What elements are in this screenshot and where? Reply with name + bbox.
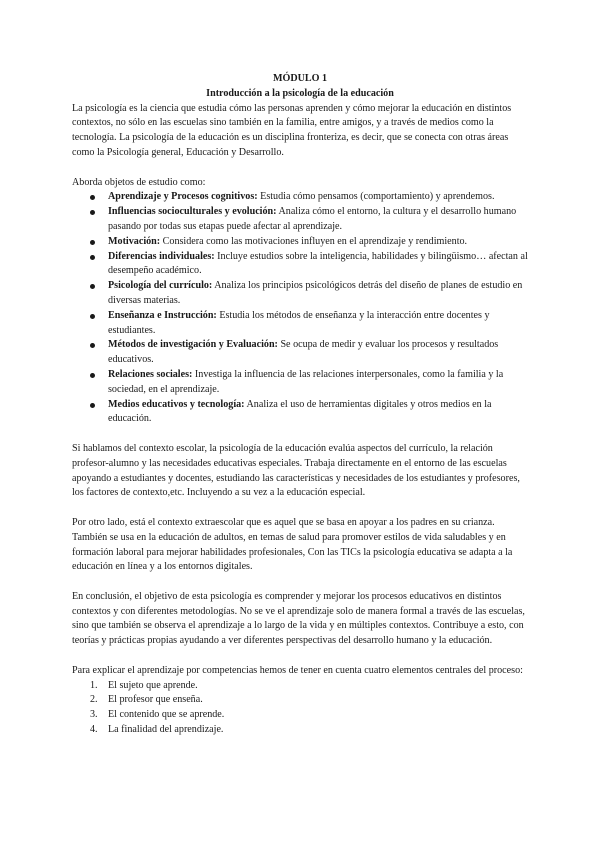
list-item — [72, 309, 528, 339]
bullet-icon — [90, 314, 95, 319]
list-item — [72, 235, 528, 250]
term-desc: Estudia cómo pensamos (comportamiento) y aprendemos. — [257, 191, 495, 203]
list-item — [72, 398, 528, 428]
list-item — [72, 368, 528, 398]
extraschool-context-paragraph: Por otro lado, está el contexto extraescolar que es aquel que se basa en apoyar a los padres en su crianza. También se usa en la educación de adultos, en temas de salud para promover estilos de vida saludables y en formación laboral para mejorar habilidades profesionales, Con las TICs la psicología educativa se adapta a la educación en línea y a los entornos digitales. — [72, 516, 513, 573]
list-item — [72, 708, 528, 723]
term: Psicología del currículo: — [108, 280, 213, 292]
term: Aprendizaje y Procesos cognitivos: — [108, 191, 258, 203]
item-text: La finalidad del aprendizaje. — [108, 724, 224, 736]
competencies-paragraph: Para explicar el aprendizaje por competencias hemos de tener en cuenta cuatro elementos centrales del proceso: — [72, 664, 523, 676]
bullet-icon — [90, 403, 95, 408]
term: Medios educativos y tecnología: — [108, 398, 245, 410]
list-item — [72, 250, 528, 280]
school-context-paragraph: Si hablamos del contexto escolar, la psicología de la educación evalúa aspectos del currículo, la relación profesor-alumno y las necesidades educativas especiales. Trabaja directamente en el entorno de las escuelas apoyando a estudiantes y docentes, estudiando las características y necesidades de los estudiantes y profesores, los factores de contexto,etc. Incluyendo a su vez a la educación especial. — [72, 442, 520, 499]
term: Enseñanza e Instrucción: — [108, 309, 217, 321]
item-number: 4. — [90, 724, 98, 736]
term-desc: Considera como las motivaciones influyen en el aprendizaje y rendimiento. — [160, 235, 468, 247]
term-desc: Investiga la influencia de las relaciones interpersonales, como la familia y la sociedad, en el aprendizaje. — [108, 368, 504, 395]
item-number: 2. — [90, 694, 98, 706]
term-desc: Analiza el uso de herramientas digitales y otros medios en la educación. — [108, 398, 492, 425]
objects-intro: Aborda objetos de estudio como: — [72, 176, 206, 188]
elements-list — [72, 679, 528, 738]
term: Motivación: — [108, 235, 161, 247]
bullet-icon — [90, 240, 95, 245]
conclusion-paragraph: En conclusión, el objetivo de esta psicología es comprender y mejorar los procesos educativos en distintos contextos y con diferentes metodologías. No se ve el aprendizaje solo de manera formal a través de las escuelas, sino que también se observa el aprendizaje a lo largo de la vida y en múltiples contextos. Contribuye a esto, con teorías y prácticas propias ayudando a ver diferentes perspectivas del desarrollo humano y la educación. — [72, 590, 525, 647]
term-desc: Analiza los principios psicológicos detrás del diseño de planes de estudio en diversas materias. — [108, 280, 523, 306]
term-desc: Estudia los métodos de enseñanza y la interacción entre docentes y estudiantes. — [108, 309, 490, 336]
module-title: MÓDULO 1 — [272, 73, 328, 84]
term: Métodos de investigación y Evaluación: — [108, 339, 278, 351]
module-subtitle: Introducción a la psicología de la educación — [206, 87, 394, 99]
bullet-icon — [90, 343, 95, 348]
term-desc: Analiza cómo el entorno, la cultura y el desarrollo humano pasando por todas sus etapas puede afectar al aprendizaje. — [108, 206, 517, 232]
bullet-icon — [90, 284, 95, 289]
objects-list — [72, 190, 528, 427]
term: Relaciones sociales: — [108, 368, 193, 380]
intro-paragraph: La psicología es la ciencia que estudia cómo las personas aprenden y cómo mejorar la educación en distintos contextos, no sólo en las escuelas sino también en la familia, entre amigos, y a través de medios como la tecnología. La psicología de la educación es un disciplina fronteriza, es decir, que se conecta con otras áreas como la Psicología general, Educación y Desarrollo. — [72, 102, 512, 158]
item-text: El contenido que se aprende. — [108, 709, 225, 721]
list-item — [72, 279, 528, 309]
item-number: 3. — [90, 709, 98, 721]
bullet-icon — [90, 210, 95, 215]
bullet-icon — [90, 195, 95, 200]
list-item — [72, 723, 528, 738]
bullet-icon — [90, 373, 95, 378]
term-desc: Incluye estudios sobre la inteligencia, habilidades y bilingüismo… afectan al desempeño académico. — [108, 250, 528, 277]
term: Influencias socioculturales y evolución: — [108, 206, 277, 218]
term: Diferencias individuales: — [108, 250, 215, 262]
term-desc: Se ocupa de medir y evaluar los procesos y resultados educativos. — [108, 339, 499, 366]
list-item — [72, 679, 528, 694]
item-text: El sujeto que aprende. — [108, 679, 198, 691]
bullet-icon — [90, 255, 95, 260]
list-item — [72, 190, 528, 205]
list-item — [72, 205, 528, 235]
item-text: El profesor que enseña. — [108, 694, 203, 706]
list-item — [72, 693, 528, 708]
item-number: 1. — [90, 679, 98, 691]
document-page — [72, 72, 528, 738]
list-item — [72, 338, 528, 368]
